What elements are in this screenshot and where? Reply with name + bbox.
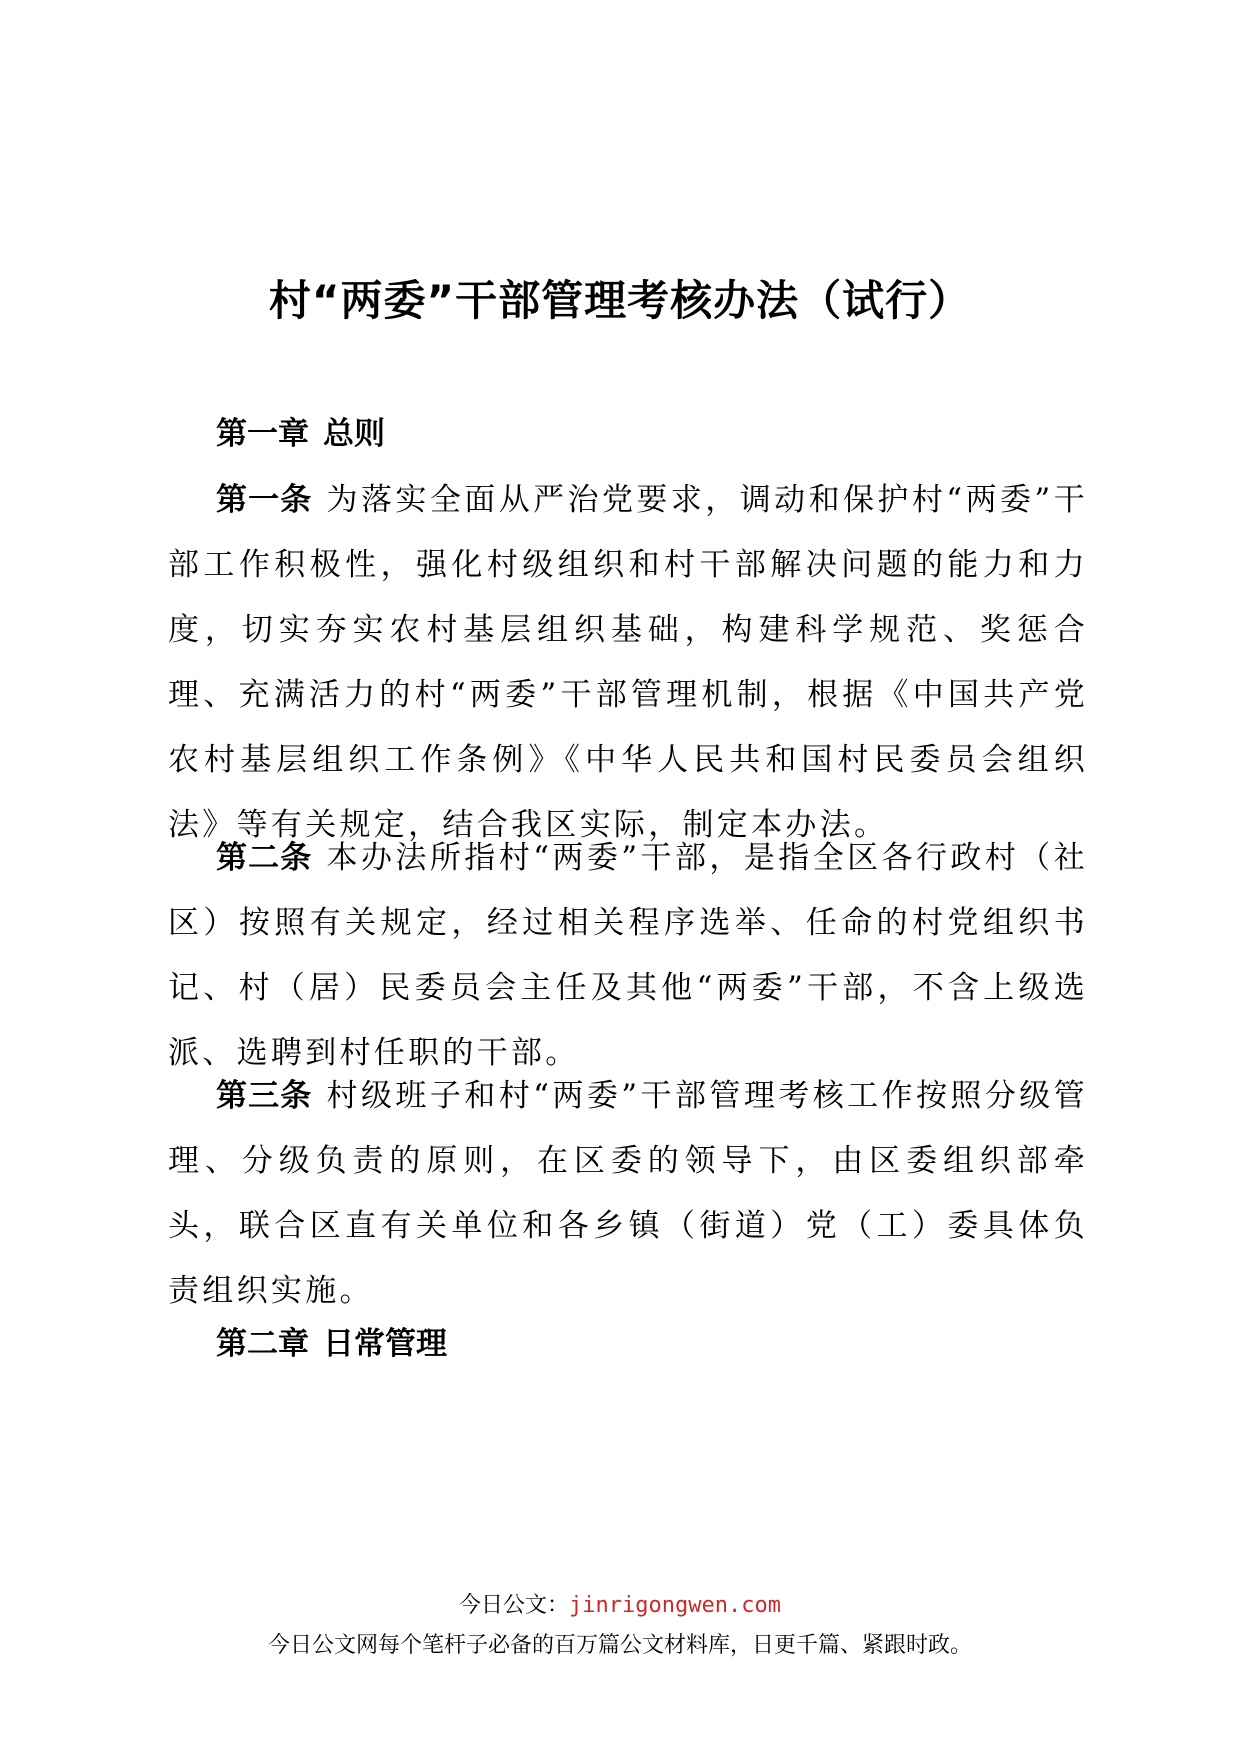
chapter-number: 第一章 [216,416,309,452]
footer-url-link[interactable]: jinrigongwen.com [569,1593,781,1618]
article-3 [168,1064,1088,1324]
chapter-name: 日常管理 [323,1326,447,1362]
article-text: 为落实全面从严治党要求，调动和保护村“两委”干部工作积极性，强化村级组织和村干部解决问题的能力和力度，切实夯实农村基层组织基础，构建科学规范、奖惩合理、充满活力的村“两委”干部管理机制，根据《中国共产党农村基层组织工作条例》《中华人民共和国村民委员会组织法》等有关规定，结合我区实际，制定本办法。 [168,482,1089,843]
article-number: 第三条 [216,1078,313,1114]
chapter-heading-1 [216,408,385,453]
article-number: 第一条 [216,482,313,518]
footer-tagline: 今日公文网每个笔杆子必备的百万篇公文材料库，日更千篇、紧跟时政。 [267,1633,972,1658]
chapter-number: 第二章 [216,1326,309,1362]
article-text: 村级班子和村“两委”干部管理考核工作按照分级管理、分级负责的原则，在区委的领导下，由区委组织部牵头，联合区直有关单位和各乡镇（街道）党（工）委具体负责组织实施。 [168,1078,1089,1309]
footer-source-label: 今日公文： [459,1593,570,1618]
chapter-name: 总则 [323,416,385,452]
article-text: 本办法所指村“两委”干部，是指全区各行政村（社区）按照有关规定，经过相关程序选举、任命的村党组织书记、村（居）民委员会主任及其他“两委”干部，不含上级选派、选聘到村任职的干部。 [168,840,1089,1071]
footer-source-line [0,1588,1240,1619]
article-number: 第二条 [216,840,313,876]
article-1 [168,468,1088,858]
article-2 [168,826,1088,1086]
chapter-heading-2 [216,1318,447,1363]
document-title: 村“两委”干部管理考核办法（试行） [268,276,972,325]
